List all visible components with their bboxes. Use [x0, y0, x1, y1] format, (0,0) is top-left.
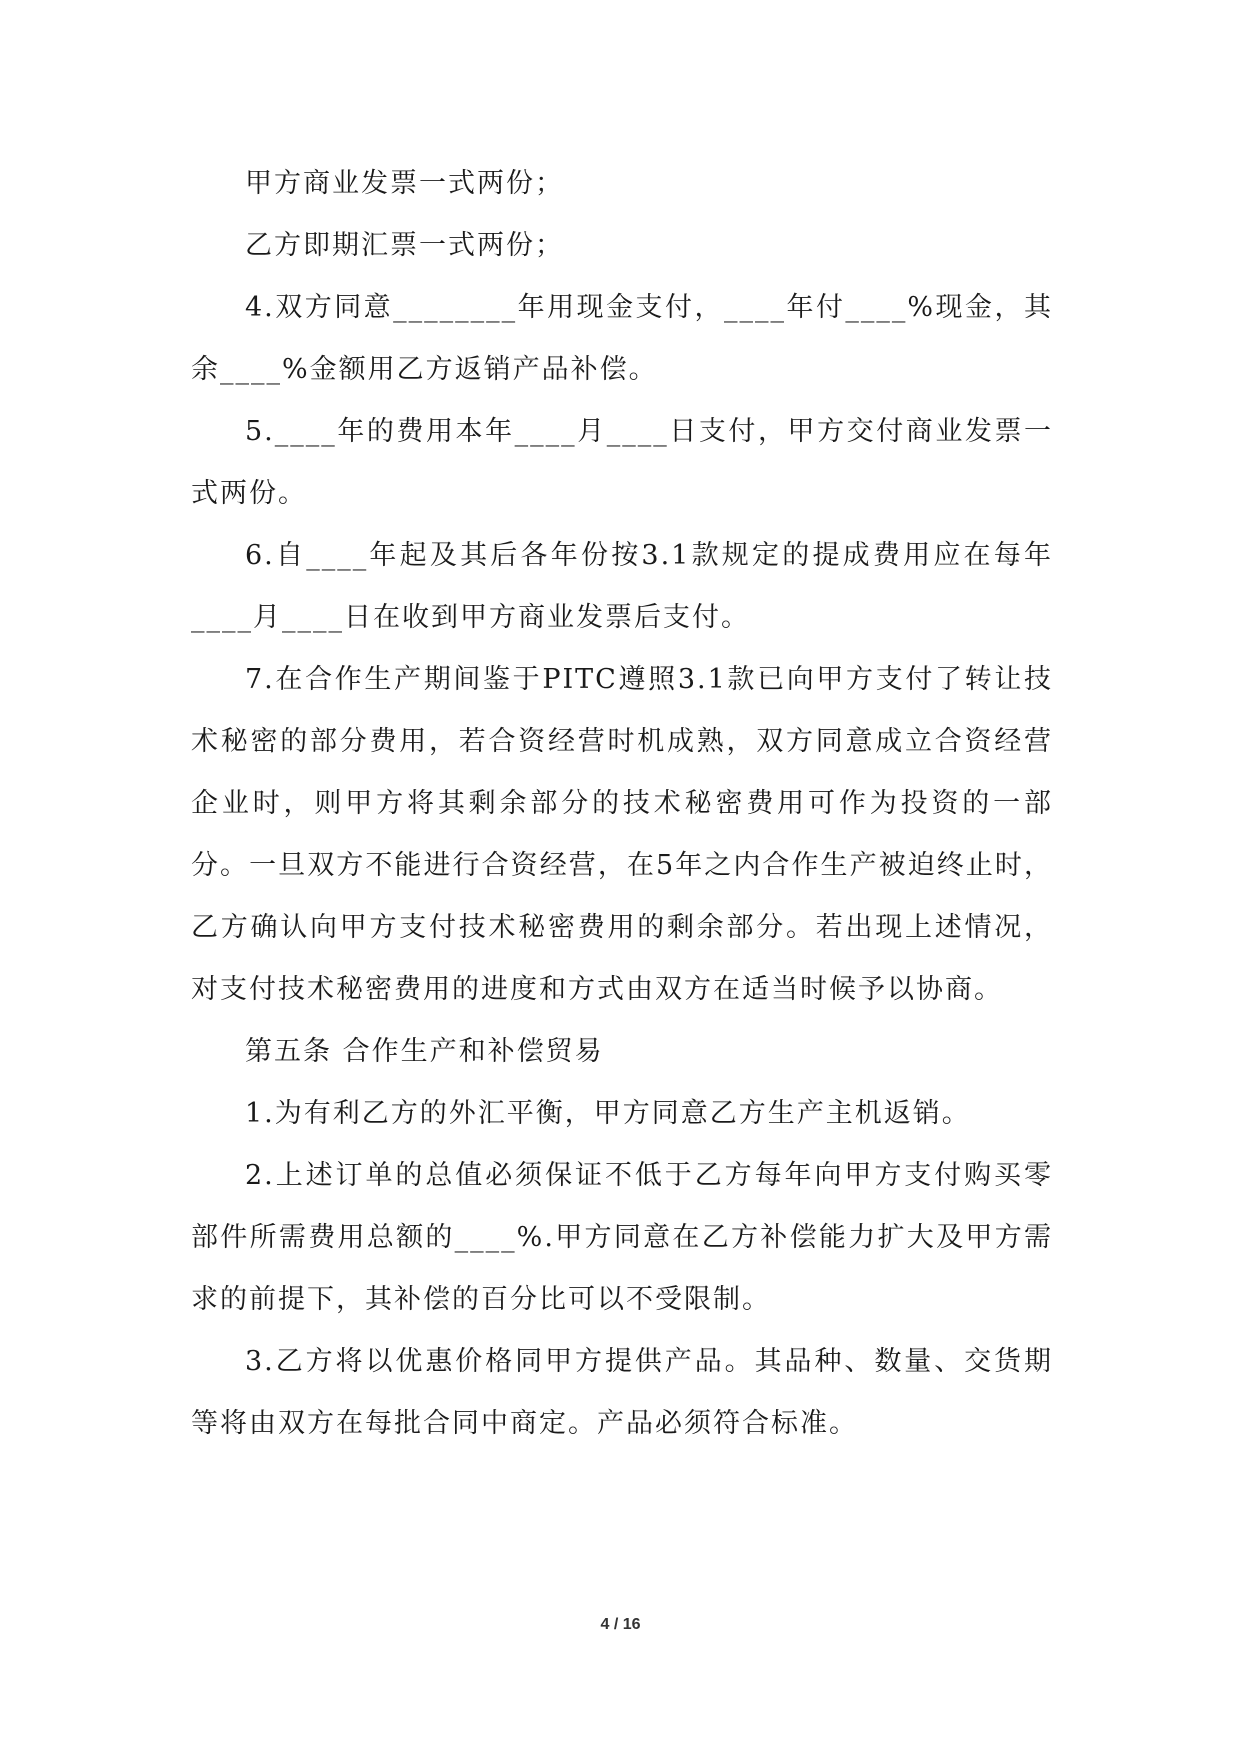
paragraph-invoice: 甲方商业发票一式两份；	[245, 168, 564, 199]
paragraph-article5-item-1: 1.为有利乙方的外汇平衡，甲方同意乙方生产主机返销。	[245, 1098, 971, 1129]
paragraph-item-7: 7.在合作生产期间鉴于PITC遵照3.1款已向甲方支付了转让技术秘密的部分费用，若合资经营时机成熟，双方同意成立合资经营企业时，则甲方将其剩余部分的技术秘密费用可作为投资的一部分。一旦双方不能进行合资经营，在5年之内合作生产被迫终止时，乙方确认向甲方支付技术秘密费用的剩余部分。若出现上述情况，对支付技术秘密费用的进度和方式由双方在适当时候予以协商。	[191, 664, 1053, 1005]
document-body	[191, 153, 1053, 1455]
paragraph-item-5: 5.____年的费用本年____月____日支付，甲方交付商业发票一式两份。	[191, 416, 1053, 509]
paragraph-draft: 乙方即期汇票一式两份；	[245, 230, 564, 261]
paragraph-article5-item-2: 2.上述订单的总值必须保证不低于乙方每年向甲方支付购买零部件所需费用总额的____%.甲方同意在乙方补偿能力扩大及甲方需求的前提下，其补偿的百分比可以不受限制。	[191, 1160, 1053, 1315]
paragraph-article5-item-3: 3.乙方将以优惠价格同甲方提供产品。其品种、数量、交货期等将由双方在每批合同中商定。产品必须符合标准。	[191, 1346, 1053, 1439]
paragraph-item-4: 4.双方同意________年用现金支付，____年付____%现金，其余____%金额用乙方返销产品补偿。	[191, 292, 1053, 385]
paragraph-item-6: 6.自____年起及其后各年份按3.1款规定的提成费用应在每年____月____日在收到甲方商业发票后支付。	[191, 540, 1053, 633]
section-heading-article-5: 第五条 合作生产和补偿贸易	[245, 1036, 604, 1067]
page-number: 4 / 16	[600, 1616, 641, 1633]
